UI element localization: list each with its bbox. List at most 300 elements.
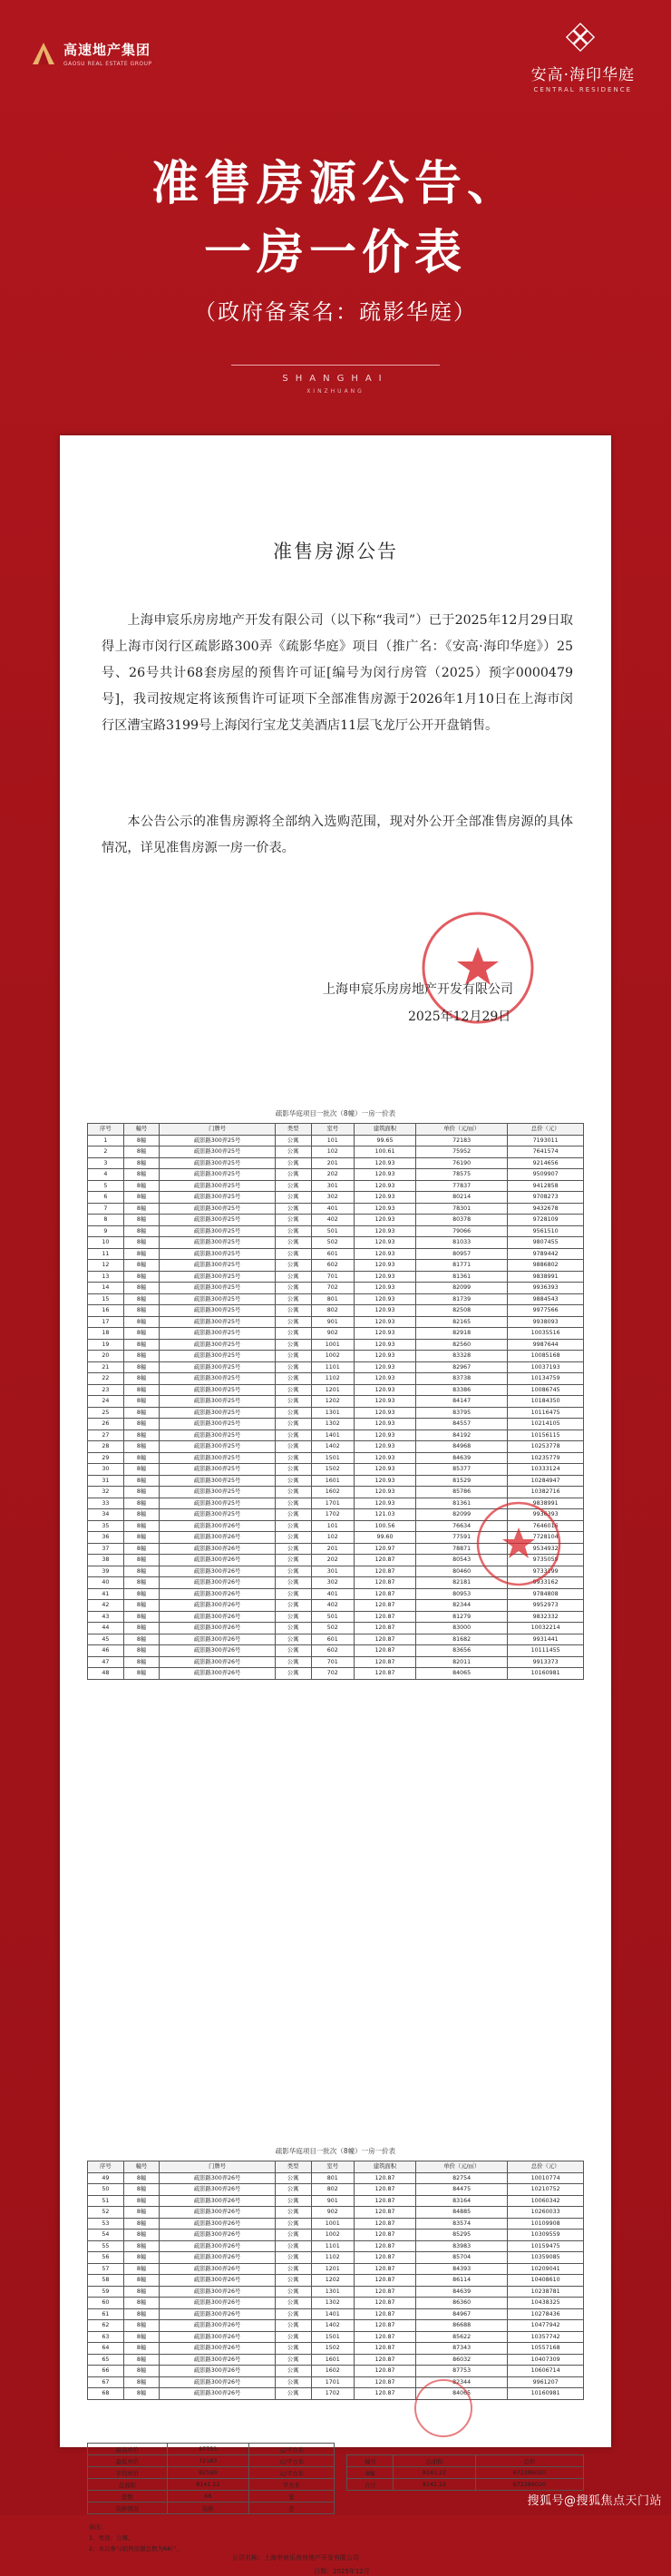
column-header: 序号 [88,1124,124,1136]
table-cell: 120.87 [354,2230,415,2241]
table-cell: 公寓 [275,1203,311,1215]
table-cell: 9728109 [508,1215,584,1226]
table-cell: 202 [311,1169,354,1181]
table-cell: 疏影路300弄25号 [160,1305,276,1317]
table-cell: 公寓 [275,2172,311,2184]
table-cell: 8幢 [123,1135,160,1147]
summary-cell [347,2503,394,2514]
table-row [88,1192,584,1204]
table-cell: 8幢 [123,2275,160,2287]
table-cell: 80378 [416,1215,508,1226]
table-cell: 82560 [416,1339,508,1351]
table-row [88,1475,584,1487]
table-cell: 疏影路300弄25号 [160,1384,276,1396]
table-cell: 1402 [311,2320,354,2332]
table-cell: 120.93 [354,1271,415,1283]
table-cell: 10037193 [508,1361,584,1373]
table-cell: 24 [88,1396,124,1408]
table-cell: 10109908 [508,2218,584,2230]
table-cell: 402 [311,1215,354,1226]
table-cell: 公寓 [275,1260,311,1272]
table-cell: 9977566 [508,1305,584,1317]
table-cell: 1001 [311,2218,354,2230]
table-cell: 10278436 [508,2308,584,2320]
table-cell: 疏影路300弄25号 [160,1407,276,1419]
price-table-1 [87,1123,584,1680]
table-cell: 1202 [311,1396,354,1408]
table-cell: 公寓 [275,1157,311,1169]
table-cell: 公寓 [275,1668,311,1680]
table-cell: 76190 [416,1157,508,1169]
table-cell: 47 [88,1656,124,1668]
table-row [88,2172,584,2184]
table-cell: 10134759 [508,1373,584,1385]
table-cell: 9784808 [508,1588,584,1600]
table-cell: 1101 [311,1361,354,1373]
table-cell: 8幢 [123,1328,160,1340]
table-cell: 9936393 [508,1509,584,1521]
table-cell: 8幢 [123,1248,160,1260]
table-cell: 44 [88,1623,124,1634]
table-cell: 9938093 [508,1316,584,1328]
table-cell: 8幢 [123,1157,160,1169]
table-cell: 公寓 [275,1192,311,1204]
table-cell: 9931441 [508,1634,584,1645]
table-cell: 27 [88,1429,124,1441]
table-cell: 1102 [311,1373,354,1385]
table-cell: 502 [311,1623,354,1634]
table-row [88,1271,584,1283]
table-cell: 8幢 [123,1475,160,1487]
summary-cell: 元/平方米 [248,2467,334,2479]
table-cell: 8幢 [123,1419,160,1430]
column-header: 门牌号 [160,2161,276,2173]
table-row [88,1656,584,1668]
summary-cell: 72183 [167,2455,248,2467]
document-paragraph-2: 本公告公示的准售房源将全部纳入选购范围，现对外公开全部准售房源的具体情况，详见准售房源一房一价表。 [102,815,573,855]
table-cell: 9807455 [508,1237,584,1249]
table-cell: 疏影路300弄26号 [160,2184,276,2196]
table-cell: 疏影路300弄25号 [160,1157,276,1169]
table-cell: 602 [311,1645,354,1657]
table-cell: 9933162 [508,1577,584,1589]
table-cell: 公寓 [275,2207,311,2219]
table-cell: 10477942 [508,2320,584,2332]
table-cell: 8幢 [123,1271,160,1283]
table-cell: 公寓 [275,2252,311,2264]
table-cell: 疏影路300弄25号 [160,1509,276,1521]
table-cell: 80953 [416,1588,508,1600]
table-cell: 601 [311,1634,354,1645]
table-cell: 8幢 [123,1316,160,1328]
summary-cell [334,2503,347,2514]
table-cell: 82181 [416,1577,508,1589]
summary-cell: 元/平方米 [248,2455,334,2467]
table-cell: 120.93 [354,1316,415,1328]
table-cell: 15 [88,1293,124,1305]
table-cell: 84639 [416,2286,508,2298]
table-cell: 80957 [416,1248,508,1260]
table-cell: 8幢 [123,1487,160,1498]
table-cell: 疏影路300弄25号 [160,1180,276,1192]
table-cell: 120.87 [354,1645,415,1657]
table-cell: 801 [311,2172,354,2184]
table-cell: 公寓 [275,1555,311,1566]
table-cell: 201 [311,1543,354,1555]
table-cell: 8幢 [123,2240,160,2252]
table-cell: 10032214 [508,1623,584,1634]
table-cell: 公寓 [275,1532,311,1544]
table-cell: 702 [311,1283,354,1294]
table-cell: 公寓 [275,2195,311,2207]
table-cell: 120.93 [354,1475,415,1487]
table-cell: 120.87 [354,1656,415,1668]
table-row [88,1283,584,1294]
table-cell: 78301 [416,1203,508,1215]
summary-table [87,2443,584,2514]
table-cell: 8幢 [123,1623,160,1634]
table-cell: 54 [88,2230,124,2241]
table-cell: 疏影路300弄26号 [160,1555,276,1566]
table-cell: 120.93 [354,1373,415,1385]
table-cell: 疏影路300弄26号 [160,2388,276,2400]
table-cell: 601 [311,1248,354,1260]
table-cell: 82967 [416,1361,508,1373]
table-cell: 1402 [311,1441,354,1453]
table-cell: 公寓 [275,1283,311,1294]
table-cell: 120.87 [354,1668,415,1680]
column-header: 建筑面积 [354,1124,415,1136]
footer-company: 公司名称：上海申宸乐房房地产开发有限公司 [232,2554,359,2561]
table-cell: 疏影路300弄25号 [160,1293,276,1305]
developer-logo[interactable] [31,40,152,67]
table-cell: 疏影路300弄26号 [160,2376,276,2388]
table-cell: 疏影路300弄26号 [160,1543,276,1555]
watermark: 搜狐号@搜狐焦点天门站 [527,2494,662,2508]
table-cell: 疏影路300弄26号 [160,2240,276,2252]
table-row [88,1588,584,1600]
table-cell: 疏影路300弄26号 [160,1623,276,1634]
summary-cell: 幢号 [347,2455,394,2467]
table-row [88,2376,584,2388]
table-cell: 公寓 [275,1237,311,1249]
table-cell: 1302 [311,2298,354,2309]
price-table-2 [87,2161,584,2400]
table-cell: 84557 [416,1419,508,1430]
table-cell: 9789442 [508,1248,584,1260]
table-seal-icon [473,1498,564,1589]
table-cell: 公寓 [275,2240,311,2252]
table-cell: 公寓 [275,1316,311,1328]
table-row [88,1305,584,1317]
table-cell: 18 [88,1328,124,1340]
table-cell: 10160981 [508,1668,584,1680]
table-cell: 8幢 [123,2230,160,2241]
table-cell: 120.87 [354,2263,415,2275]
table-cell: 29 [88,1452,124,1464]
table-cell: 9561510 [508,1225,584,1237]
table-cell: 疏影路300弄26号 [160,2354,276,2366]
table-cell: 10284947 [508,1475,584,1487]
table-cell: 疏影路300弄26号 [160,2252,276,2264]
table-cell: 120.93 [354,1407,415,1419]
column-header: 单价（元/㎡） [416,2161,508,2173]
table-cell: 8幢 [123,1611,160,1623]
table-cell: 84968 [416,1441,508,1453]
project-logo-diamond-icon [565,22,601,58]
district-label: XINZHUANG [306,388,365,395]
table-cell: 99.65 [354,1135,415,1147]
table-cell: 901 [311,1316,354,1328]
table-cell: 83164 [416,2195,508,2207]
table-cell: 公寓 [275,1248,311,1260]
signature-company: 上海申宸乐房房地产开发有限公司 [323,982,513,997]
table-cell: 202 [311,1555,354,1566]
table-cell: 10035516 [508,1328,584,1340]
table-cell: 201 [311,1157,354,1169]
table-cell: 120.93 [354,1441,415,1453]
table-cell: 81279 [416,1611,508,1623]
column-header: 室号 [311,1124,354,1136]
table-cell: 1201 [311,2263,354,2275]
table-cell: 12 [88,1260,124,1272]
table-cell: 9838991 [508,1271,584,1283]
table-cell: 120.97 [354,1543,415,1555]
table-cell: 82918 [416,1328,508,1340]
table-row [88,2263,584,2275]
table-cell: 公寓 [275,1429,311,1441]
table-row [88,1351,584,1362]
table-cell: 疏影路300弄26号 [160,2320,276,2332]
table-cell: 8幢 [123,2388,160,2400]
table-cell: 120.93 [354,1429,415,1441]
table-cell: 8幢 [123,2308,160,2320]
table-cell: 10333124 [508,1464,584,1476]
summary-cell: 最高单价 [88,2444,168,2455]
table-row [88,1452,584,1464]
table-cell: 10309559 [508,2230,584,2241]
table-cell: 疏影路300弄26号 [160,2230,276,2241]
table-cell: 120.87 [354,1588,415,1600]
table-cell: 1 [88,1135,124,1147]
table-row [88,1623,584,1634]
table-cell: 8幢 [123,1361,160,1373]
table-cell: 疏影路300弄26号 [160,2343,276,2355]
table-cell: 公寓 [275,1419,311,1430]
table-cell: 902 [311,1328,354,1340]
table-cell: 80460 [416,1566,508,1577]
summary-cell [394,2503,475,2514]
table-cell: 67 [88,2376,124,2388]
table-cell: 82165 [416,1316,508,1328]
table-row [88,2320,584,2332]
table-cell: 1602 [311,1487,354,1498]
developer-logo-mark-icon [31,41,56,66]
table-row [88,1225,584,1237]
table-cell: 疏影路300弄25号 [160,1283,276,1294]
table-cell: 1002 [311,2230,354,2241]
table-cell: 疏影路300弄25号 [160,1498,276,1509]
table-cell: 疏影路300弄26号 [160,1520,276,1532]
table-cell: 1101 [311,2240,354,2252]
table-cell: 9913373 [508,1656,584,1668]
table-cell: 1401 [311,1429,354,1441]
table-cell: 8幢 [123,1509,160,1521]
table-cell: 8幢 [123,2195,160,2207]
table-cell: 疏影路300弄25号 [160,1237,276,1249]
table-cell: 8幢 [123,1645,160,1657]
table-cell: 120.87 [354,1555,415,1566]
table-cell: 10407309 [508,2354,584,2366]
table-cell: 疏影路300弄26号 [160,1656,276,1668]
table-cell: 48 [88,1668,124,1680]
summary-cell: 68 [167,2491,248,2503]
page-subtitle: （政府备案名：疏影华庭） [194,299,477,325]
table-cell: 公寓 [275,1611,311,1623]
summary-cell: 元/平方米 [248,2444,334,2455]
summary-row [88,2491,584,2503]
table-cell: 83000 [416,1623,508,1634]
table-cell: 7641574 [508,1147,584,1158]
note-line: 2、本次参与销售房源总数为68户。 [89,2545,183,2552]
table-cell: 2 [88,1147,124,1158]
table-cell: 疏影路300弄25号 [160,1361,276,1373]
table-cell: 8幢 [123,1441,160,1453]
table-cell: 120.93 [354,1498,415,1509]
table-cell: 120.87 [354,2218,415,2230]
table-cell: 8幢 [123,1283,160,1294]
table-cell: 121.03 [354,1509,415,1521]
table-cell: 120.93 [354,1180,415,1192]
page-title-line1: 准售房源公告、 [151,156,520,211]
table-cell: 10209041 [508,2263,584,2275]
note-line: 1、类别：公寓。 [89,2534,134,2542]
table-cell: 疏影路300弄26号 [160,1588,276,1600]
table-cell: 102 [311,1147,354,1158]
table-cell: 公寓 [275,2218,311,2230]
table-cell: 1002 [311,1351,354,1362]
table-cell: 疏影路300弄26号 [160,1668,276,1680]
table-row [88,2298,584,2309]
table-cell: 疏影路300弄26号 [160,1577,276,1589]
table-cell: 120.87 [354,2240,415,2252]
table-cell: 公寓 [275,2343,311,2355]
table-cell: 1702 [311,1509,354,1521]
table-cell: 10159475 [508,2240,584,2252]
table-cell: 1701 [311,2376,354,2388]
table-cell: 疏影路300弄26号 [160,2331,276,2343]
table-cell: 8幢 [123,2320,160,2332]
table-cell: 公寓 [275,1361,311,1373]
table-cell: 120.93 [354,1225,415,1237]
table-cell: 81529 [416,1475,508,1487]
table-cell: 61 [88,2308,124,2320]
table-cell: 公寓 [275,1271,311,1283]
summary-cell: 合计 [347,2479,394,2491]
table-cell: 10382716 [508,1487,584,1498]
summary-cell: 是 [248,2503,334,2514]
table-cell: 疏影路300弄25号 [160,1373,276,1385]
table-cell: 1401 [311,2308,354,2320]
table-row [88,1373,584,1385]
project-logo-name: 安高·海印华庭 [530,66,635,84]
table-cell: 疏影路300弄25号 [160,1248,276,1260]
table-cell: 401 [311,1203,354,1215]
table-cell: 120.87 [354,1623,415,1634]
table-row [88,1396,584,1408]
table-cell: 公寓 [275,1600,311,1612]
footer-date: 日期：2025年12月 [314,2568,370,2575]
table-cell: 83574 [416,2218,508,2230]
table-cell: 疏影路300弄26号 [160,1532,276,1544]
summary-cell: 总面积 [88,2479,168,2491]
table-cell: 8幢 [123,2252,160,2264]
table-cell: 22 [88,1373,124,1385]
table-cell: 87753 [416,2366,508,2377]
table-cell: 120.87 [354,2207,415,2219]
table-cell: 8幢 [123,1543,160,1555]
table-cell: 8幢 [123,2366,160,2377]
table-cell: 50 [88,2184,124,2196]
summary-cell [334,2491,347,2503]
table-cell: 33 [88,1498,124,1509]
table-cell: 疏影路300弄25号 [160,1192,276,1204]
table-row [88,1487,584,1498]
table-cell: 公寓 [275,1588,311,1600]
table-cell: 83328 [416,1351,508,1362]
table-cell: 疏影路300弄26号 [160,1645,276,1657]
table-cell: 1601 [311,2354,354,2366]
table-cell: 9735059 [508,1555,584,1566]
table-cell: 公寓 [275,1351,311,1362]
table-cell: 34 [88,1509,124,1521]
table-cell: 疏影路300弄26号 [160,2263,276,2275]
table-cell: 8幢 [123,2286,160,2298]
table-cell: 公寓 [275,1498,311,1509]
table-cell: 10060342 [508,2195,584,2207]
summary-cell: 8141.22 [394,2479,475,2491]
table-cell: 8幢 [123,1577,160,1589]
table-cell: 11 [88,1248,124,1260]
summary-row [88,2503,584,2514]
table-cell: 8幢 [123,2298,160,2309]
table-cell: 120.93 [354,1305,415,1317]
table-cell: 19 [88,1339,124,1351]
summary-cell: 总价 [475,2455,583,2467]
table-cell: 16 [88,1305,124,1317]
table-cell: 84147 [416,1396,508,1408]
table-cell: 8幢 [123,1407,160,1419]
table-cell: 80214 [416,1192,508,1204]
table-row [88,1407,584,1419]
table-row [88,2286,584,2298]
table-cell: 公寓 [275,1509,311,1521]
table-cell: 疏影路300弄26号 [160,2298,276,2309]
table-cell: 公寓 [275,1656,311,1668]
project-logo[interactable] [531,22,635,93]
table-cell: 17 [88,1316,124,1328]
table-cell: 120.93 [354,1203,415,1215]
table-cell: 120.93 [354,1361,415,1373]
table-cell: 38 [88,1555,124,1566]
developer-logo-en: GAOSU REAL ESTATE GROUP [63,61,152,67]
table-cell: 702 [311,1668,354,1680]
table-cell: 8幢 [123,1169,160,1181]
notes [89,2522,182,2554]
column-header: 门牌号 [160,1124,276,1136]
table-cell: 公寓 [275,1623,311,1634]
summary-cell: 82590 [167,2467,248,2479]
